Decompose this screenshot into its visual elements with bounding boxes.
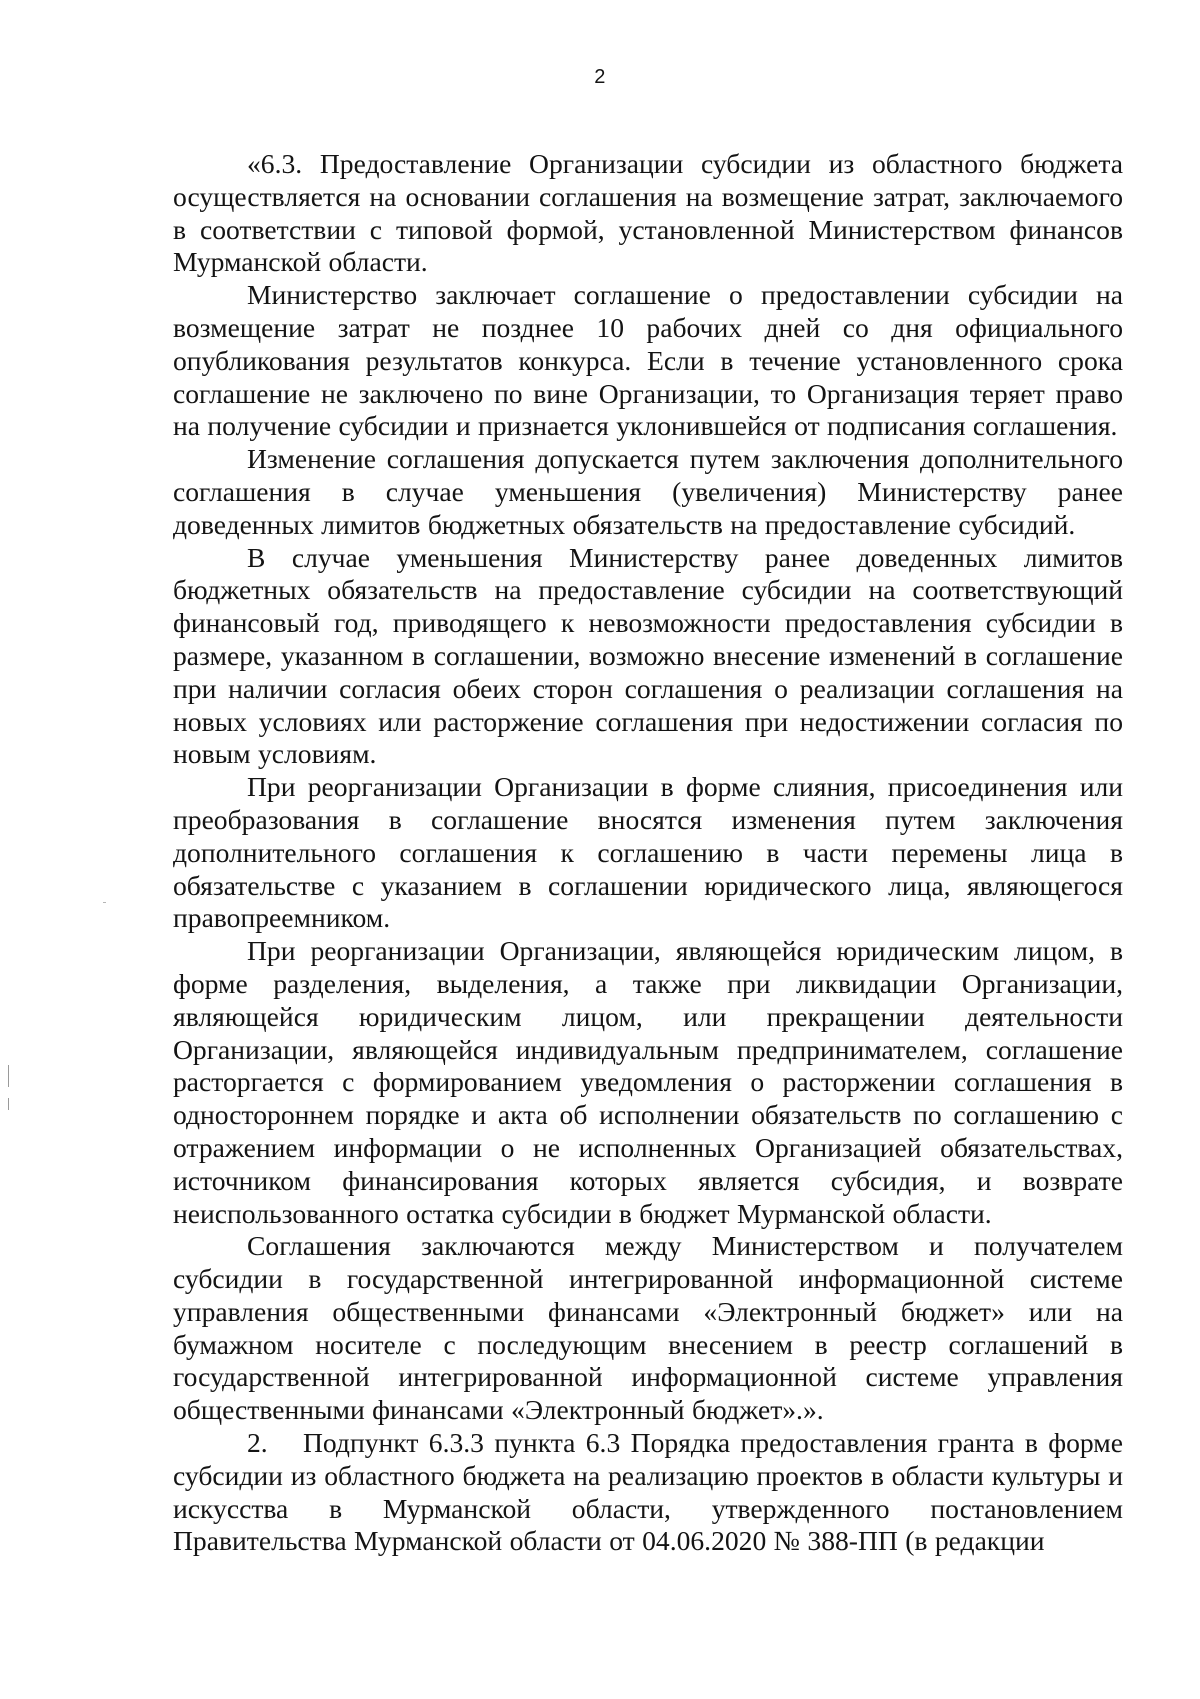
paragraph-reorganization-division: При реорганизации Организации, являющейся юридическим лицом, в форме разделения, выделения, а также при ликвидации Организации, являющейся юридическим лицом, или прекращении деятельности Организации, являющейся индивидуальным предпринимателем, соглашение расторгается с формированием уведомления о расторжении соглашения в одностороннем порядке и акта об исполнении обязательств по соглашению с отражением информации о не исполненных Организацией обязательствах, источником финансирования которых является субсидия, и возврате неиспользованного остатка субсидии в бюджет Мурманской области. xyxy=(173,935,1123,1229)
document-body xyxy=(173,148,1123,1558)
paragraph-6-3: «6.3. Предоставление Организации субсидии из областного бюджета осуществляется на основании соглашения на возмещение затрат, заключаемого в соответствии с типовой формой, установленной Министерством финансов Мурманской области. xyxy=(173,148,1123,278)
item-text: Подпункт 6.3.3 пункта 6.3 Порядка предоставления гранта в форме субсидии из областного бюджета на реализацию проектов в области культуры и искусства в Мурманской области, утвержденного постановлением Правительства Мурманской области от 04.06.2020 № 388-ПП (в редакции xyxy=(173,1427,1123,1557)
page-number: 2 xyxy=(594,66,606,88)
scan-artifact-dot xyxy=(103,902,106,903)
paragraph-limits-reduction: В случае уменьшения Министерству ранее доведенных лимитов бюджетных обязательств на предоставление субсидии на соответствующий финансовый год, приводящего к невозможности предоставления субсидии в размере, указанном в соглашении, возможно внесение изменений в соглашение при наличии согласия обеих сторон соглашения о реализации соглашения на новых условиях или расторжение соглашения при недостижении согласия по новым условиям. xyxy=(173,541,1123,770)
paragraph-agreement-conclusion: Министерство заключает соглашение о предоставлении субсидии на возмещение затрат не позднее 10 рабочих дней со дня официального опубликования результатов конкурса. Если в течение установленного срока соглашение не заключено по вине Организации, то Организация теряет право на получение субсидии и признается уклонившейся от подписания соглашения. xyxy=(173,279,1123,442)
scan-artifact-line xyxy=(8,1065,9,1087)
paragraph-reorganization-merger: При реорганизации Организации в форме слияния, присоединения или преобразования в соглашение вносятся изменения путем заключения дополнительного соглашения к соглашению в части перемены лица в обязательстве с указанием в соглашении юридического лица, являющегося правопреемником. xyxy=(173,771,1123,934)
scan-artifact-line xyxy=(8,1098,9,1110)
numbered-item-2 xyxy=(173,1427,1123,1558)
paragraph-agreement-amendment: Изменение соглашения допускается путем заключения дополнительного соглашения в случае уменьшения (увеличения) Министерству ранее доведенных лимитов бюджетных обязательств на предоставление субсидий. xyxy=(173,443,1123,540)
paragraph-electronic-budget: Соглашения заключаются между Министерством и получателем субсидии в государственной интегрированной информационной системе управления общественными финансами «Электронный бюджет» или на бумажном носителе с последующим внесением в реестр соглашений в государственной интегрированной информационной системе управления общественными финансами «Электронный бюджет».». xyxy=(173,1230,1123,1426)
item-number: 2. xyxy=(247,1427,268,1459)
